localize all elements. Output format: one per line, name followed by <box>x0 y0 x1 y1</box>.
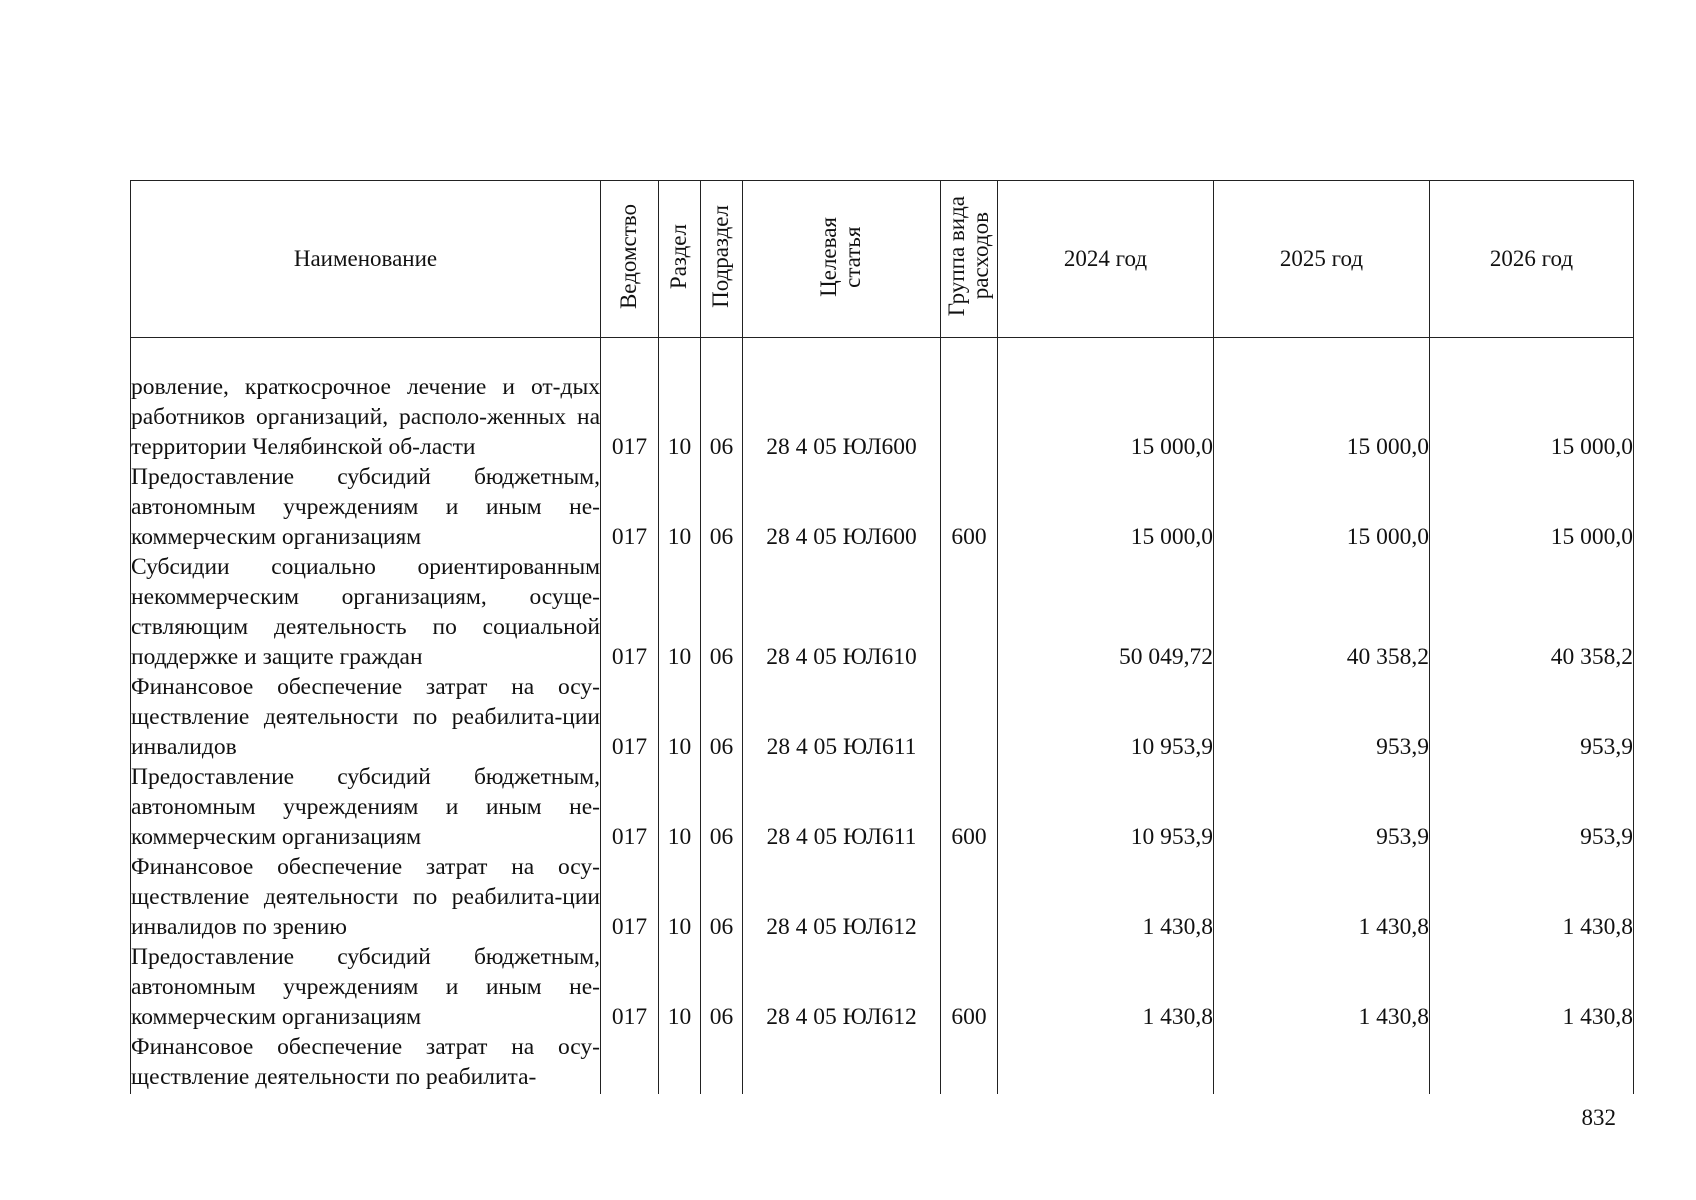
row-ved: 017 <box>601 462 659 552</box>
row-podrazdel: 06 <box>701 552 743 672</box>
row-2026: 15 000,0 <box>1430 338 1634 462</box>
row-razdel: 10 <box>659 942 701 1032</box>
table-row <box>131 942 1634 1032</box>
row-razdel: 10 <box>659 852 701 942</box>
row-2024: 15 000,0 <box>998 462 1214 552</box>
row-2024: 15 000,0 <box>998 338 1214 462</box>
empty-cell <box>743 1032 941 1094</box>
row-2025: 953,9 <box>1214 762 1430 852</box>
header-2025: 2025 год <box>1214 181 1430 338</box>
row-podrazdel: 06 <box>701 672 743 762</box>
row-gruppa: 600 <box>941 942 998 1032</box>
empty-cell <box>701 1032 743 1094</box>
row-ved: 017 <box>601 942 659 1032</box>
row-ved: 017 <box>601 852 659 942</box>
header-gruppa: Группа вида расходов <box>941 181 998 338</box>
row-2026: 1 430,8 <box>1430 852 1634 942</box>
row-razdel: 10 <box>659 552 701 672</box>
row-2025: 1 430,8 <box>1214 942 1430 1032</box>
row-2026: 953,9 <box>1430 672 1634 762</box>
empty-cell <box>998 1032 1214 1094</box>
row-celevaya: 28 4 05 ЮЛ600 <box>743 338 941 462</box>
row-celevaya: 28 4 05 ЮЛ611 <box>743 762 941 852</box>
header-razdel: Раздел <box>659 181 701 338</box>
row-gruppa <box>941 338 998 462</box>
row-gruppa <box>941 552 998 672</box>
table-row <box>131 672 1634 762</box>
row-podrazdel: 06 <box>701 462 743 552</box>
row-2026: 40 358,2 <box>1430 552 1634 672</box>
empty-cell <box>601 1032 659 1094</box>
row-2024: 1 430,8 <box>998 942 1214 1032</box>
row-celevaya: 28 4 05 ЮЛ610 <box>743 552 941 672</box>
row-2026: 953,9 <box>1430 762 1634 852</box>
row-ved: 017 <box>601 762 659 852</box>
row-2025: 15 000,0 <box>1214 462 1430 552</box>
row-2025: 1 430,8 <box>1214 852 1430 942</box>
header-celevaya: Целевая статья <box>743 181 941 338</box>
row-ved: 017 <box>601 338 659 462</box>
row-celevaya: 28 4 05 ЮЛ612 <box>743 852 941 942</box>
row-razdel: 10 <box>659 338 701 462</box>
row-2024: 10 953,9 <box>998 672 1214 762</box>
row-podrazdel: 06 <box>701 942 743 1032</box>
row-razdel: 10 <box>659 672 701 762</box>
row-ved: 017 <box>601 552 659 672</box>
budget-table <box>130 180 1634 1094</box>
budget-table-page <box>130 180 1633 1100</box>
row-2024: 10 953,9 <box>998 762 1214 852</box>
row-celevaya: 28 4 05 ЮЛ600 <box>743 462 941 552</box>
table-row <box>131 552 1634 672</box>
row-gruppa <box>941 672 998 762</box>
page-number: 832 <box>1581 1105 1616 1130</box>
row-celevaya: 28 4 05 ЮЛ612 <box>743 942 941 1032</box>
row-name: Субсидии социально ориентированным некоммерческим организациям, осуще-ствляющим деятельность по социальной поддержке и защите граждан <box>131 553 600 670</box>
row-2025: 40 358,2 <box>1214 552 1430 672</box>
row-ved: 017 <box>601 672 659 762</box>
table-row <box>131 338 1634 462</box>
row-podrazdel: 06 <box>701 852 743 942</box>
row-gruppa: 600 <box>941 462 998 552</box>
empty-cell <box>659 1032 701 1094</box>
row-name: Предоставление субсидий бюджетным, автономным учреждениям и иным не-коммерческим организациям <box>131 763 600 850</box>
row-celevaya: 28 4 05 ЮЛ611 <box>743 672 941 762</box>
row-2025: 953,9 <box>1214 672 1430 762</box>
row-name: ровление, краткосрочное лечение и от-дых работников организаций, располо-женных на территории Челябинской об-ласти <box>131 338 601 462</box>
row-podrazdel: 06 <box>701 338 743 462</box>
row-name: Финансовое обеспечение затрат на осу-ществление деятельности по реабилита- <box>131 1032 601 1094</box>
header-podrazdel: Подраздел <box>701 181 743 338</box>
row-podrazdel: 06 <box>701 762 743 852</box>
row-2024: 50 049,72 <box>998 552 1214 672</box>
header-2024: 2024 год <box>998 181 1214 338</box>
row-2026: 15 000,0 <box>1430 462 1634 552</box>
header-ved: Ведомство <box>601 181 659 338</box>
table-row <box>131 462 1634 552</box>
row-2026: 1 430,8 <box>1430 942 1634 1032</box>
row-gruppa <box>941 852 998 942</box>
row-name: Финансовое обеспечение затрат на осу-ществление деятельности по реабилита-ции инвалидов <box>131 673 600 760</box>
row-name: Предоставление субсидий бюджетным, автономным учреждениям и иным не-коммерческим организациям <box>131 463 600 550</box>
table-row-continuation <box>131 1032 1634 1094</box>
header-name: Наименование <box>131 181 601 338</box>
empty-cell <box>941 1032 998 1094</box>
empty-cell <box>1430 1032 1634 1094</box>
row-name: Финансовое обеспечение затрат на осу-ществление деятельности по реабилита-ции инвалидов по зрению <box>131 853 600 940</box>
table-header-row <box>131 181 1634 338</box>
header-2026: 2026 год <box>1430 181 1634 338</box>
row-2025: 15 000,0 <box>1214 338 1430 462</box>
row-name: Предоставление субсидий бюджетным, автономным учреждениям и иным не-коммерческим организациям <box>131 943 600 1030</box>
empty-cell <box>1214 1032 1430 1094</box>
row-razdel: 10 <box>659 762 701 852</box>
row-razdel: 10 <box>659 462 701 552</box>
table-row <box>131 852 1634 942</box>
row-2024: 1 430,8 <box>998 852 1214 942</box>
row-gruppa: 600 <box>941 762 998 852</box>
table-row <box>131 762 1634 852</box>
